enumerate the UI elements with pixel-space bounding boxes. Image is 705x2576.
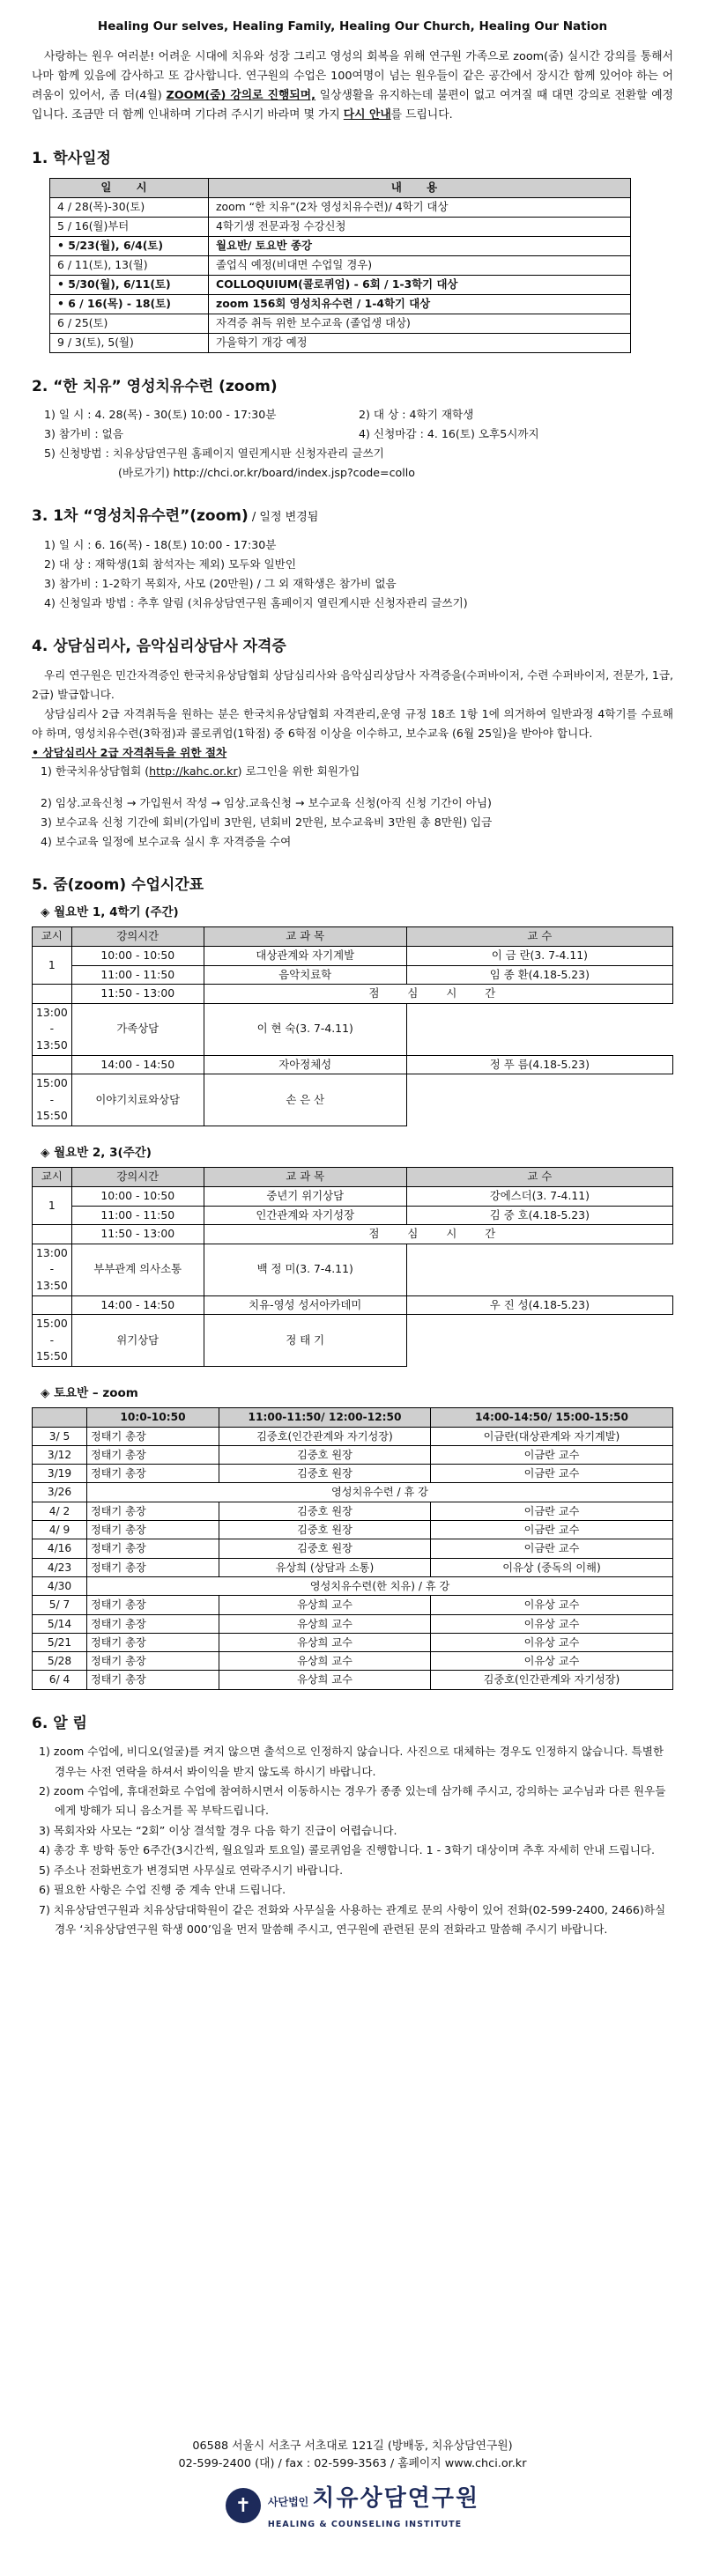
monday-2-title: ◈ 월요반 2, 3(주간) [41,1146,152,1161]
slot-1-cell: 정태기 총장 [87,1427,219,1445]
slot-1-cell: 정태기 총장 [87,1671,219,1689]
subject-cell: 치유-영성 성서아카데미 [204,1295,406,1315]
slot-3-cell: 이유상 교수 [431,1614,673,1633]
slot-2-cell: 유상희 교수 [219,1596,431,1614]
academic-schedule-table [49,178,631,353]
schedule-date: 6 / 25(토) [50,314,209,333]
section-1-title: 1. 학사일정 [32,150,111,168]
certificate-paragraph-2: 상담심리사 2급 자격취득을 원하는 분은 한국치유상담협회 자격관리,운영 규정 18조 1항 1에 의거하여 일반과정 4학기를 수료해야 하며, 영성치유수련(3학점)과 콜로퀴엄(1학점) 중 6학점 이상을 이수하고, 보수교육 (6월 25일)을 받아야 합니다. [32,706,673,740]
slot-1-cell: 정태기 총장 [87,1539,219,1558]
slot-3-cell: 이금란 교수 [431,1445,673,1464]
time-cell: 10:00 - 10:50 [71,947,204,966]
col-header-subject: 교 과 목 [204,1168,406,1187]
time-cell: 15:00 - 15:50 [33,1074,72,1126]
monday-1-timetable [32,926,673,1126]
slot-3-cell: 이유상 교수 [431,1596,673,1614]
schedule-row [50,217,631,236]
col-header-slot-1: 10:0-10:50 [87,1408,219,1427]
time-cell: 14:00 - 14:50 [71,1295,204,1315]
saturday-date: 5/21 [33,1633,87,1651]
saturday-date: 5/28 [33,1652,87,1671]
timetable-row [33,1225,673,1244]
schedule-content: zoom “한 치유”(2차 영성치유수련)/ 4학기 대상 [209,197,631,217]
slot-2-cell: 유상희 교수 [219,1614,431,1633]
col-header-professor: 교 수 [406,927,672,947]
professor-cell: 임 종 환(4.18-5.23) [406,965,672,985]
procedure-title: • 상담심리사 2급 자격취득을 위한 절차 [32,745,227,759]
col-header-content: 내 용 [209,178,631,197]
saturday-row [33,1445,673,1464]
logo-english: HEALING & COUNSELING INSTITUTE [267,2519,463,2529]
notice-item: 7) 치유상담연구원과 치유상담대학원이 같은 전화와 사무실을 사용하는 관계로 문의 사항이 있어 전화(02-599-2400, 2466)하실 경우 ‘치유상담연구원 학생 000’임을 먼저 말씀해 주시고, 연구원에 관련된 문의 전화라고 말씀해 주시기 바랍니다. [39,1902,666,1936]
col-header-professor: 교 수 [406,1168,672,1187]
monday-2-timetable [32,1167,673,1367]
subject-cell: 중년기 위기상담 [204,1186,406,1206]
professor-cell: 백 정 미(3. 7-4.11) [204,1244,406,1295]
procedure-step-4: 4) 보수교육 일정에 보수교육 실시 후 자격증을 수여 [41,834,292,848]
subject-cell: 음악치료학 [204,965,406,985]
col-header-slot-2: 11:00-11:50/ 12:00-12:50 [219,1408,431,1427]
slot-1-cell: 정태기 총장 [87,1652,219,1671]
saturday-row [33,1671,673,1689]
saturday-row [33,1576,673,1595]
notice-item: 2) zoom 수업에, 휴대전화로 수업에 참여하시면서 이동하시는 경우가 종종 있는데 삼가해 주시고, 강의하는 교수님과 다른 원우들에게 방해가 되니 음소거를 꼭 부탁드립니다. [39,1784,666,1818]
first-retreat-line: 2) 대 상 : 재학생(1회 참석자는 제외) 모두와 일반인 [44,557,297,571]
time-cell: 11:00 - 11:50 [71,1206,204,1225]
col-header-date: 일 시 [50,178,209,197]
schedule-date: • 5/30(월), 6/11(토) [50,275,209,294]
holiday-cell: 영성치유수련(한 치유) / 휴 강 [87,1576,673,1595]
timetable-row [33,1074,673,1126]
schedule-row [50,236,631,255]
saturday-title: ◈ 토요반 – zoom [41,1386,138,1401]
col-header-subject: 교 과 목 [204,927,406,947]
subject-cell: 가족상담 [71,1003,204,1055]
period-cell [33,1295,72,1315]
professor-cell: 정 태 기 [204,1315,406,1367]
slot-3-cell: 이금란 교수 [431,1465,673,1483]
timetable-row [33,1295,673,1315]
time-cell: 14:00 - 14:50 [71,1055,204,1074]
monday-1-title: ◈ 월요반 1, 4학기 (주간) [41,905,179,920]
time-cell: 13:00 - 13:50 [33,1003,72,1055]
schedule-row [50,255,631,275]
professor-cell: 이 현 숙(3. 7-4.11) [204,1003,406,1055]
subject-cell: 자아정체성 [204,1055,406,1074]
professor-cell: 강에스더(3. 7-4.11) [406,1186,672,1206]
saturday-date: 4/30 [33,1576,87,1595]
kahc-link[interactable]: http://kahc.or.kr [149,764,238,778]
timetable-row [33,1186,673,1206]
schedule-row [50,275,631,294]
slot-2-cell: 김중호 원장 [219,1539,431,1558]
retreat-info [32,405,673,483]
slot-3-cell: 이유상 (중독의 이해) [431,1558,673,1576]
footer-address: 06588 서울시 서초구 서초대로 121길 (방배동, 치유상담연구원) [192,2439,513,2453]
time-cell: 13:00 - 13:50 [33,1244,72,1295]
saturday-date: 3/12 [33,1445,87,1464]
period-cell [33,1225,72,1244]
footer-contact: 02-599-2400 (대) / fax : 02-599-3563 / 홈페이지 www.chci.or.kr [178,2457,527,2471]
schedule-row [50,197,631,217]
first-retreat-info [32,535,673,613]
period-cell [33,985,72,1004]
notice-item: 1) zoom 수업에, 비디오(얼굴)를 켜지 않으면 출석으로 인정하지 않습니다. 사진으로 대체하는 경우도 인정하지 않습니다. 특별한 경우는 사전 연락을 하셔서 봐이익을 받지 않도록 하시기 바랍니다. [39,1745,664,1778]
logo-small-text: 사단법인 [267,2495,309,2508]
schedule-date: 5 / 16(월)부터 [50,217,209,236]
schedule-content: 월요반/ 토요반 종강 [209,236,631,255]
timetable-row [33,1206,673,1225]
slot-2-cell: 유상희 교수 [219,1633,431,1651]
slot-3-cell: 이금란 교수 [431,1521,673,1539]
slot-2-cell: 김중호 원장 [219,1465,431,1483]
section-2-title: 2. “한 치유” 영성치유수련 (zoom) [32,377,278,395]
retreat-target: 2) 대 상 : 4학기 재학생 [359,408,474,422]
timetable-row [33,1244,673,1295]
col-header-time: 강의시간 [71,927,204,947]
timetable-row [33,947,673,966]
schedule-date: 9 / 3(토), 5(월) [50,333,209,352]
retreat-method: 5) 신청방법 : 치유상담연구원 홈페이지 열린게시판 신청자관리 글쓰기 [44,447,384,461]
saturday-row [33,1465,673,1483]
slot-1-cell: 정태기 총장 [87,1558,219,1576]
slot-3-cell: 김중호(인간관계와 자기성장) [431,1671,673,1689]
time-cell: 15:00 - 15:50 [33,1315,72,1367]
procedure-step-1 [41,762,673,781]
section-5-title: 5. 줌(zoom) 수업시간표 [32,875,204,894]
section-3-title-text: 3. 1차 “영성치유수련”(zoom) [32,507,249,526]
slot-1-cell: 정태기 총장 [87,1445,219,1464]
retreat-deadline: 4) 신청마감 : 4. 16(토) 오후5시까지 [359,427,539,441]
intro-text-1: 사랑하는 원우 여러분! 어려운 시대에 치유와 성장 그리고 영성의 회복을 위해 연구원 가족으로 zoom(줌) 실시간 강의를 통해서나마 함께 있음에 감사하고 또 감사합니다. 연구원의 수업은 100여명이 넘는 원우들이 같은 공간에서 장시간 함께 있어야 하는 어려움이 있어서, 좀 더(4월) [32,50,673,103]
intro-text-2: 일상생활을 유지하는데 불편이 없고 여겨질 때 대면 강의로 전환할 예정입니다. 조금만 더 함께 인내하며 기다려 주시기 바라며 몇 가지 [32,89,673,122]
saturday-row [33,1633,673,1651]
time-cell: 11:50 - 13:00 [71,1225,204,1244]
schedule-date: • 6 / 16(목) - 18(토) [50,294,209,314]
schedule-content: 4학기생 전문과정 수강신청 [209,217,631,236]
retreat-date: 1) 일 시 : 4. 28(목) - 30(토) 10:00 - 17:30분 [44,408,277,422]
subject-cell: 위기상담 [71,1315,204,1367]
schedule-row [50,314,631,333]
saturday-date: 3/26 [33,1483,87,1502]
schedule-content: 졸업식 예정(비대면 수업일 경우) [209,255,631,275]
saturday-date: 4/ 9 [33,1521,87,1539]
saturday-row [33,1558,673,1576]
saturday-date: 6/ 4 [33,1671,87,1689]
institute-logo [0,2481,705,2531]
time-cell: 10:00 - 10:50 [71,1186,204,1206]
slot-2-cell: 김중호(인간관계와 자기성장) [219,1427,431,1445]
certificate-paragraph-1: 우리 연구원은 민간자격증인 한국치유상담협회 상담심리사와 음악심리상담사 자격증을(수퍼바이저, 수련 수퍼바이저, 전문가, 1급, 2급) 발급합니다. [32,668,673,701]
saturday-date: 5/14 [33,1614,87,1633]
timetable-row [33,985,673,1004]
saturday-row [33,1539,673,1558]
slot-3-cell: 이금란 교수 [431,1539,673,1558]
logo-name: 치유상담연구원 [312,2484,480,2512]
intro-paragraph [32,48,673,125]
timetable-row [33,965,673,985]
timetable-row [33,1055,673,1074]
logo-text [268,2481,479,2531]
saturday-row [33,1521,673,1539]
time-cell: 11:50 - 13:00 [71,985,204,1004]
schedule-content: zoom 156회 영성치유수련 / 1-4학기 대상 [209,294,631,314]
slot-3-cell: 이유상 교수 [431,1652,673,1671]
schedule-row [50,294,631,314]
saturday-date: 3/ 5 [33,1427,87,1445]
first-retreat-line: 1) 일 시 : 6. 16(목) - 18(토) 10:00 - 17:30분 [44,537,277,551]
col-header-period: 교시 [33,927,72,947]
lunch-cell: 점 심 시 간 [204,1225,672,1244]
procedure-list [32,762,673,852]
schedule-date: 4 / 28(목)-30(토) [50,197,209,217]
saturday-date: 4/ 2 [33,1502,87,1520]
saturday-row [33,1596,673,1614]
saturday-date: 3/19 [33,1465,87,1483]
period-cell: 1 [33,1186,72,1224]
slot-1-cell: 정태기 총장 [87,1502,219,1520]
section-3-note: / 일정 변경됨 [248,511,319,525]
saturday-timetable [32,1407,673,1689]
slot-2-cell: 김중호 원장 [219,1445,431,1464]
timetable-row [33,1315,673,1367]
slot-3-cell: 이금란 교수 [431,1502,673,1520]
slot-2-cell: 유상희 교수 [219,1652,431,1671]
lunch-cell: 점 심 시 간 [204,985,672,1004]
slot-2-cell: 김중호 원장 [219,1521,431,1539]
holiday-cell: 영성치유수련 / 휴 강 [87,1483,673,1502]
notice-item: 6) 필요한 사항은 수업 진행 중 계속 안내 드립니다. [39,1883,286,1897]
schedule-content: 자격증 취득 위한 보수교육 (졸업생 대상) [209,314,631,333]
procedure-step-3: 3) 보수교육 신청 기간에 회비(가입비 3만원, 년회비 2만원, 보수교육비 3만원 총 8만원) 입금 [41,815,493,829]
subject-cell: 인간관계와 자기성장 [204,1206,406,1225]
first-retreat-line: 3) 참가비 : 1-2학기 목회자, 사모 (20만원) / 그 외 재학생은 참가비 없음 [44,576,397,590]
professor-cell: 손 은 산 [204,1074,406,1126]
slot-2-cell: 유상희 교수 [219,1671,431,1689]
professor-cell: 우 진 성(4.18-5.23) [406,1295,672,1315]
slot-1-cell: 정태기 총장 [87,1614,219,1633]
schedule-date: 6 / 11(토), 13(월) [50,255,209,275]
intro-text-3: 를 드립니다. [390,108,453,122]
section-4-title: 4. 상담심리사, 음악심리상담사 자격증 [32,638,286,655]
subject-cell: 대상관계와 자기계발 [204,947,406,966]
saturday-row [33,1502,673,1520]
intro-highlight-zoom: ZOOM(줌) 강의로 진행되며, [166,89,315,103]
slot-3-cell: 이금란(대상관계와 자기계발) [431,1427,673,1445]
saturday-row [33,1614,673,1633]
notice-list [32,1742,673,1939]
slot-2-cell: 유상희 (상담과 소통) [219,1558,431,1576]
section-6-title: 6. 알 림 [32,1714,87,1732]
subject-cell: 부부관계 의사소통 [71,1244,204,1295]
saturday-date: 5/ 7 [33,1596,87,1614]
first-retreat-line: 4) 신청일과 방법 : 추후 알림 (치유상담연구원 홈페이지 열린게시판 신청자관리 글쓰기) [44,595,468,609]
notice-item: 4) 총강 후 방학 동안 6주간(3시간씩, 월요일과 토요일) 콜로퀴엄을 진행합니다. 1 - 3학기 대상이며 추후 자세히 안내 드립니다. [39,1843,656,1857]
timetable-row [33,1003,673,1055]
retreat-fee: 3) 참가비 : 없음 [44,427,124,441]
saturday-row [33,1427,673,1445]
schedule-row [50,333,631,352]
retreat-link[interactable]: (바로가기) http://chci.or.kr/board/index.jsp?code=collo [118,466,415,480]
notice-item: 3) 목회자와 사모는 “2회” 이상 결석할 경우 다음 학기 진급이 어렵습니다. [39,1823,397,1837]
procedure-step-2: 2) 임상.교육신청 → 가입원서 작성 → 임상.교육신청 → 보수교육 신청(아직 신청 기간이 아님) [41,795,492,809]
notice-item: 5) 주소나 전화번호가 변경되면 사무실로 연락주시기 바랍니다. [39,1863,344,1877]
saturday-row [33,1652,673,1671]
col-header-time: 강의시간 [71,1168,204,1187]
slot-1-cell: 정태기 총장 [87,1465,219,1483]
professor-cell: 정 푸 름(4.18-5.23) [406,1055,672,1074]
col-header-date [33,1408,87,1427]
schedule-content: 가을학기 개강 예정 [209,333,631,352]
procedure-step-1-tail: ) 로그인을 위한 회원가입 [237,764,360,778]
saturday-row [33,1483,673,1502]
procedure-step-1-text: 1) 한국치유상담협회 ( [41,764,150,778]
motto: Healing Our selves, Healing Family, Healing Our Church, Healing Our Nation [97,19,608,33]
slot-3-cell: 이유상 교수 [431,1633,673,1651]
saturday-date: 4/16 [33,1539,87,1558]
period-cell [33,1055,72,1074]
time-cell: 11:00 - 11:50 [71,965,204,985]
professor-cell: 이 금 란(3. 7-4.11) [406,947,672,966]
saturday-date: 4/23 [33,1558,87,1576]
slot-1-cell: 정태기 총장 [87,1633,219,1651]
slot-2-cell: 김중호 원장 [219,1502,431,1520]
col-header-slot-3: 14:00-14:50/ 15:00-15:50 [431,1408,673,1427]
period-cell: 1 [33,947,72,985]
professor-cell: 김 중 호(4.18-5.23) [406,1206,672,1225]
intro-highlight-notice: 다시 안내 [343,108,391,122]
subject-cell: 이야기치료와상담 [71,1074,204,1126]
slot-1-cell: 정태기 총장 [87,1596,219,1614]
cross-emblem-icon: ✝ [226,2488,261,2523]
col-header-period: 교시 [33,1168,72,1187]
footer [0,2438,705,2531]
schedule-date: • 5/23(월), 6/4(토) [50,236,209,255]
schedule-content: COLLOQUIUM(콜로퀴엄) - 6회 / 1-3학기 대상 [209,275,631,294]
slot-1-cell: 정태기 총장 [87,1521,219,1539]
section-3-title [32,506,673,528]
